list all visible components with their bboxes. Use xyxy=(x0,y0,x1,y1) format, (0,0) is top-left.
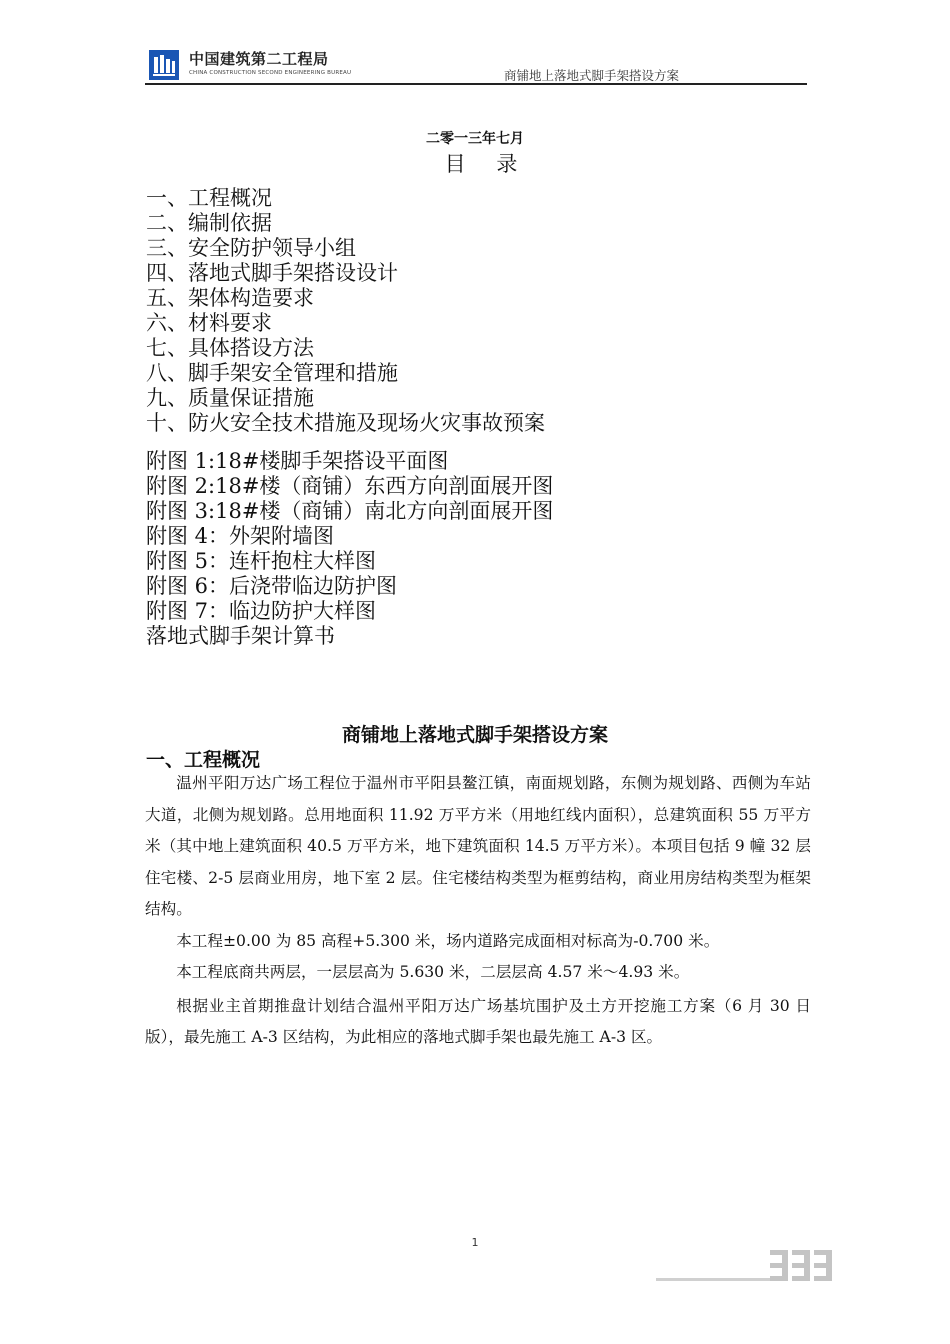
annex-item: 附图 1:18#楼脚手架搭设平面图 xyxy=(146,449,449,473)
toc-item: 七、具体搭设方法 xyxy=(146,336,314,360)
toc-item: 九、质量保证措施 xyxy=(146,386,314,410)
annex-item: 附图 7：临边防护大样图 xyxy=(146,599,377,623)
annex-item: 落地式脚手架计算书 xyxy=(146,624,335,648)
section-heading: 一、工程概况 xyxy=(146,749,261,771)
toc-title: 目 录 xyxy=(444,152,530,176)
annex-item: 附图 4：外架附墙图 xyxy=(146,524,335,548)
body-paragraph: 温州平阳万达广场工程位于温州市平阳县鳌江镇，南面规划路，东侧为规划路、西侧为车站大道，北侧为规划路。总用地面积 11.92 万平方米（用地红线内面积），总建筑面积 55 万平方米（其中地上建筑面积 40.5 万平方米，地下建筑面积 14.5 万平方米）。本项目包括 9 幢 32 层住宅楼、2-5 层商业用房，地下室 2 层。住宅楼结构类型为框剪结构，商业用房结构类型为框架结构。 xyxy=(145,774,811,918)
page-header xyxy=(145,42,807,86)
body-paragraph: 本工程底商共两层，一层层高为 5.630 米，二层层高 4.57 米～4.93 米。 xyxy=(176,963,690,981)
annex-item: 附图 5：连杆抱柱大样图 xyxy=(146,549,377,573)
annex-item: 附图 6：后浇带临边防护图 xyxy=(146,574,398,598)
document-date: 二零一三年七月 xyxy=(426,131,524,147)
toc-item: 八、脚手架安全管理和措施 xyxy=(146,361,398,385)
toc-item: 一、工程概况 xyxy=(146,186,272,210)
header-document-title: 商铺地上落地式脚手架搭设方案 xyxy=(503,68,679,83)
cscec-logo-icon xyxy=(149,50,179,80)
toc-item: 十、防火安全技术措施及现场火灾事故预案 xyxy=(146,411,545,435)
body-paragraph: 本工程±0.00 为 85 高程+5.300 米，场内道路完成面相对标高为-0.700 米。 xyxy=(176,931,720,950)
section-body xyxy=(145,768,811,1054)
toc-item: 五、架体构造要求 xyxy=(146,286,314,310)
toc-item: 四、落地式脚手架搭设设计 xyxy=(146,261,398,285)
toc-item: 三、安全防护领导小组 xyxy=(146,236,356,260)
annex-item: 附图 3:18#楼（商铺）南北方向剖面展开图 xyxy=(146,499,554,523)
page-number: 1 xyxy=(471,1236,479,1249)
header-divider xyxy=(145,83,807,85)
company-name-en: CHINA CONSTRUCTION SECOND ENGINEERING BUREAU xyxy=(189,70,352,76)
annex-list xyxy=(146,449,553,649)
table-of-contents xyxy=(146,186,545,436)
body-paragraph: 根据业主首期推盘计划结合温州平阳万达广场基坑围护及土方开挖施工方案（6 月 30 日版），最先施工 A-3 区结构，为此相应的落地式脚手架也最先施工 A-3 区。 xyxy=(145,996,811,1046)
annex-item: 附图 2:18#楼（商铺）东西方向剖面展开图 xyxy=(146,474,554,498)
toc-item: 六、材料要求 xyxy=(146,311,272,335)
toc-item: 二、编制依据 xyxy=(146,211,272,235)
document-title: 商铺地上落地式脚手架搭设方案 xyxy=(341,724,608,746)
company-name-cn: 中国建筑第二工程局 xyxy=(189,50,329,68)
watermark-logo-icon xyxy=(656,1248,836,1294)
